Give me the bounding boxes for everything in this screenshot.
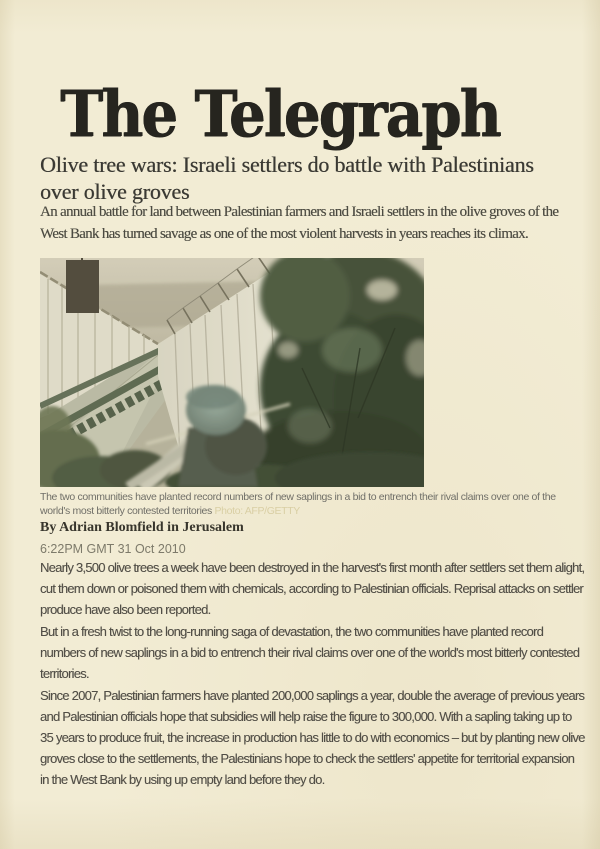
- article-publish-date: 6:22PM GMT 31 Oct 2010: [40, 542, 186, 556]
- article-photo: [40, 258, 424, 487]
- article-body: [40, 557, 585, 791]
- article-paragraph: But in a fresh twist to the long-running saga of devastation, the two communities have planted record numbers of new saplings in a bid to entrench their rival claims over one of the world's most bitterly contested territories.: [40, 624, 580, 681]
- photo-caption: [40, 490, 575, 518]
- article-byline: By Adrian Blomfield in Jerusalem: [40, 520, 244, 535]
- photo-caption-text: The two communities have planted record numbers of new saplings in a bid to entrench their rival claims over one of the world's most bitterly contested territories: [40, 491, 556, 517]
- article-headline: Olive tree wars: Israeli settlers do battle with Palestinians over olive groves: [40, 152, 534, 204]
- article-paragraph: Nearly 3,500 olive trees a week have been destroyed in the harvest's first month after settlers set them alight, cut them down or poisoned them with chemicals, according to Palestinian officials. Reprisal attacks on settler produce have also been reported.: [40, 560, 585, 617]
- article-standfirst: An annual battle for land between Palestinian farmers and Israeli settlers in the olive groves of the West Bank has turned savage as one of the most violent harvests in years reaches its climax.: [40, 204, 559, 242]
- photo-credit: Photo: AFP/GETTY: [214, 505, 300, 517]
- telegraph-masthead-logo: The Telegraph: [60, 77, 500, 152]
- article-paragraph: Since 2007, Palestinian farmers have planted 200,000 saplings a year, double the average of previous years and Palestinian officials hope that subsidies will help raise the figure to 300,000. With a sapling taking up to 35 years to produce fruit, the increase in production has little to do with economics – but by planting new olive groves close to the settlements, the Palestinians hope to check the settlers' appetite for territorial expansion in the West Bank by using up empty land before they do.: [40, 688, 585, 787]
